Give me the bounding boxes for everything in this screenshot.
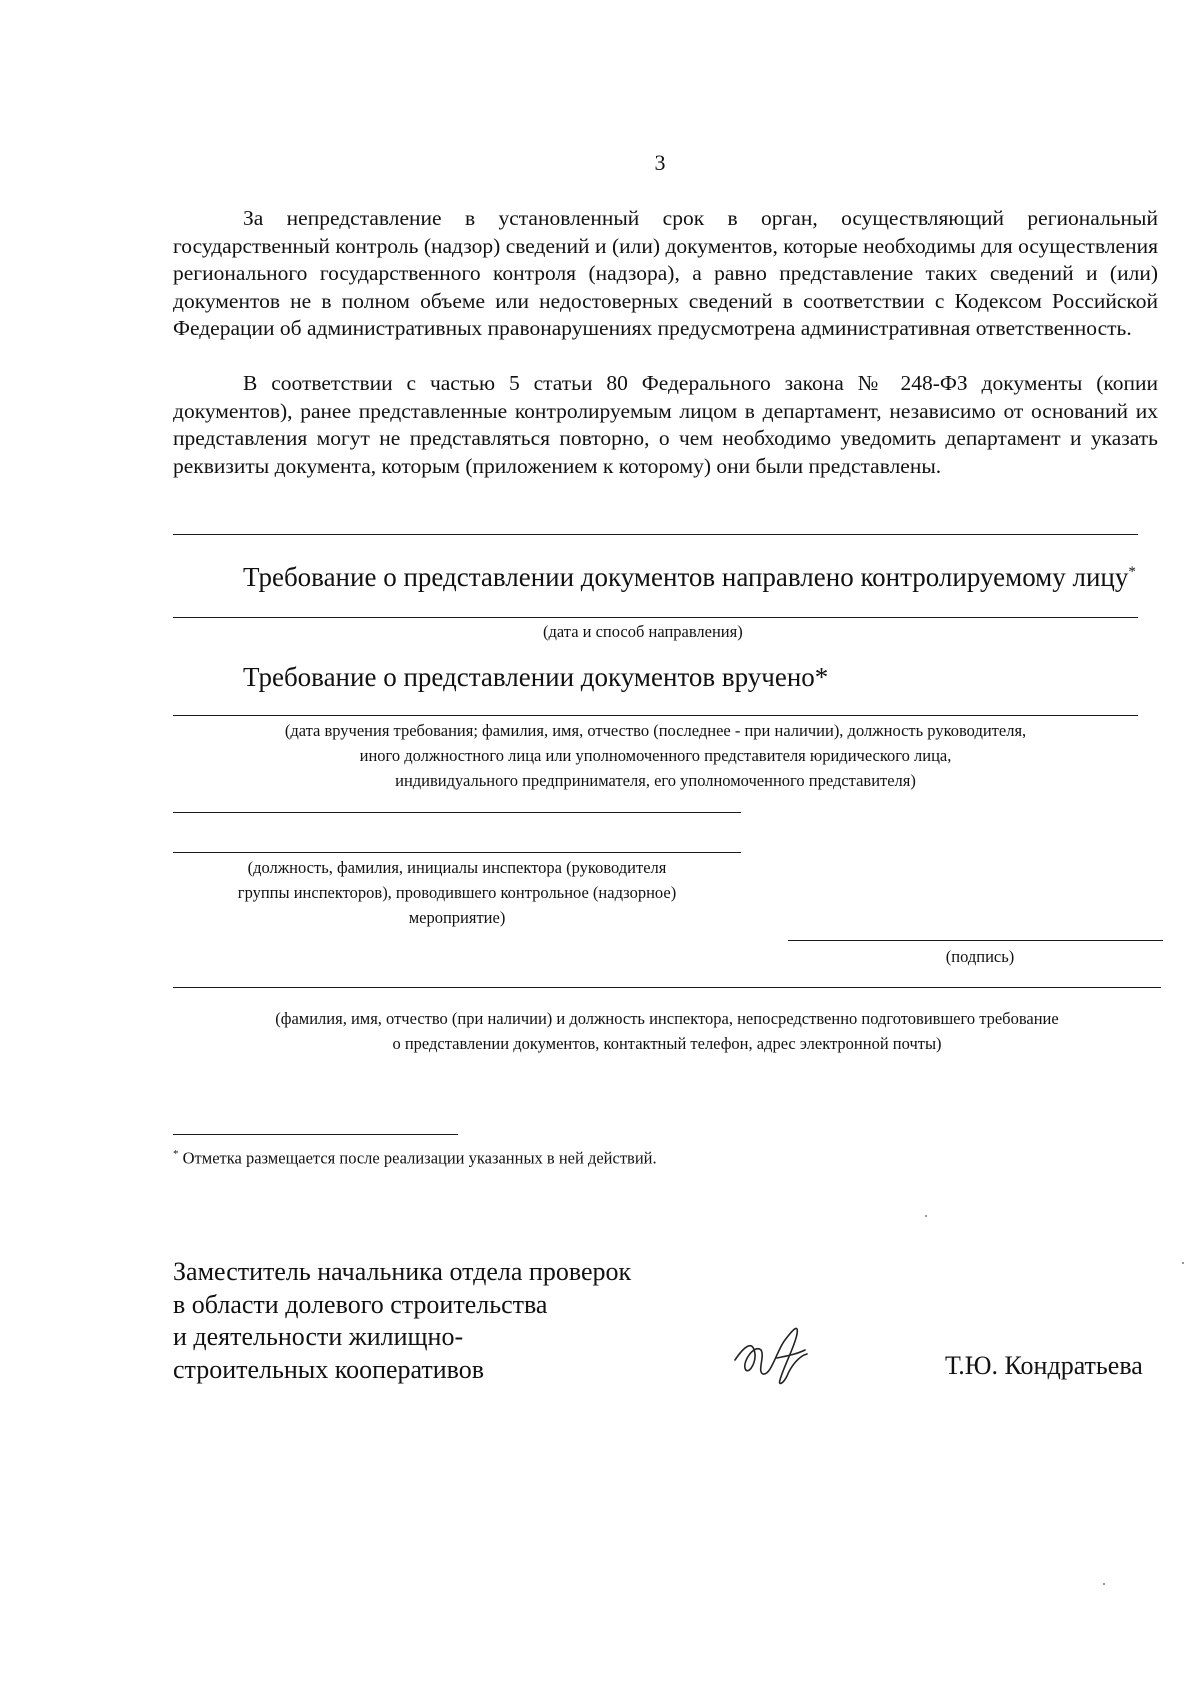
signature-caption: (подпись)	[945, 947, 1015, 966]
sent-mark-text: Требование о представлении документов направлено контролируемому лицу	[243, 562, 1129, 592]
sent-mark-asterisk: *	[1128, 564, 1136, 580]
preparer-line	[173, 987, 1161, 988]
page-number: 3	[654, 150, 666, 175]
scan-speck	[1182, 1262, 1184, 1264]
footnote-marker: *	[173, 1148, 179, 1160]
inspector-line-2	[173, 852, 741, 853]
inspector-caption	[173, 855, 741, 930]
scan-speck	[925, 1215, 927, 1217]
sent-mark-caption: (дата и способ направления)	[543, 622, 743, 641]
footnote	[173, 1148, 657, 1169]
inspector-line-1	[173, 812, 741, 813]
preparer-caption	[173, 1006, 1161, 1056]
signatory-position	[173, 1256, 631, 1386]
signatory-name: Т.Ю. Кондратьева	[945, 1351, 1143, 1380]
signatory-position-line: строительных кооперативов	[173, 1354, 485, 1384]
paragraph-resubmission: В соответствии с частью 5 статьи 80 Федерального закона № 248-ФЗ документы (копии документов), ранее представленные контролируемым лицом в департамент, независимо от оснований их представления могут не представляться повторно, о чем необходимо уведомить департамент и указать реквизиты документа, которым (приложением к которому) они были представлены.	[173, 371, 1158, 478]
footnote-divider	[173, 1134, 458, 1135]
delivered-line	[173, 715, 1138, 716]
handwritten-signature	[725, 1310, 835, 1390]
section-divider	[173, 534, 1138, 535]
signature-line	[788, 940, 1163, 941]
signatory-position-line: Заместитель начальника отдела проверок	[173, 1257, 632, 1286]
delivered-caption-line: иного должностного лица или уполномоченного представителя юридического лица,	[359, 746, 952, 765]
delivered-mark-label: Требование о представлении документов вручено*	[243, 662, 829, 692]
sent-mark-label	[243, 562, 1136, 593]
preparer-caption-line: (фамилия, имя, отчество (при наличии) и должность инспектора, непосредственно подготовившего требование	[275, 1009, 1059, 1028]
signatory-position-line: в области долевого строительства	[173, 1289, 548, 1319]
delivered-caption-line: индивидуального предпринимателя, его уполномоченного представителя)	[395, 771, 916, 790]
preparer-caption-line: о представлении документов, контактный телефон, адрес электронной почты)	[392, 1034, 942, 1053]
delivered-caption-line: (дата вручения требования; фамилия, имя, отчество (последнее - при наличии), должность руководителя,	[284, 721, 1027, 740]
footnote-text: Отметка размещается после реализации указанных в ней действий.	[182, 1148, 657, 1168]
signatory-position-line: и деятельности жилищно-	[173, 1322, 464, 1351]
inspector-caption-line: группы инспекторов), проводившего контрольное (надзорное)	[237, 883, 677, 902]
sent-date-line	[173, 617, 1138, 618]
scan-speck	[1103, 1583, 1105, 1585]
inspector-caption-line: (должность, фамилия, инициалы инспектора (руководителя	[247, 858, 667, 877]
inspector-caption-line: мероприятие)	[408, 908, 506, 927]
paragraph-liability: За непредставление в установленный срок в орган, осуществляющий региональный государственный контроль (надзор) сведений и (или) документов, которые необходимы для осуществления регионального государственного контроля (надзора), а равно представление таких сведений и (или) документов не в полном объеме или недостоверных сведений в соответствии с Кодексом Российской Федерации об административных правонарушениях предусмотрена административная ответственность.	[173, 206, 1158, 340]
delivered-caption	[173, 718, 1138, 793]
